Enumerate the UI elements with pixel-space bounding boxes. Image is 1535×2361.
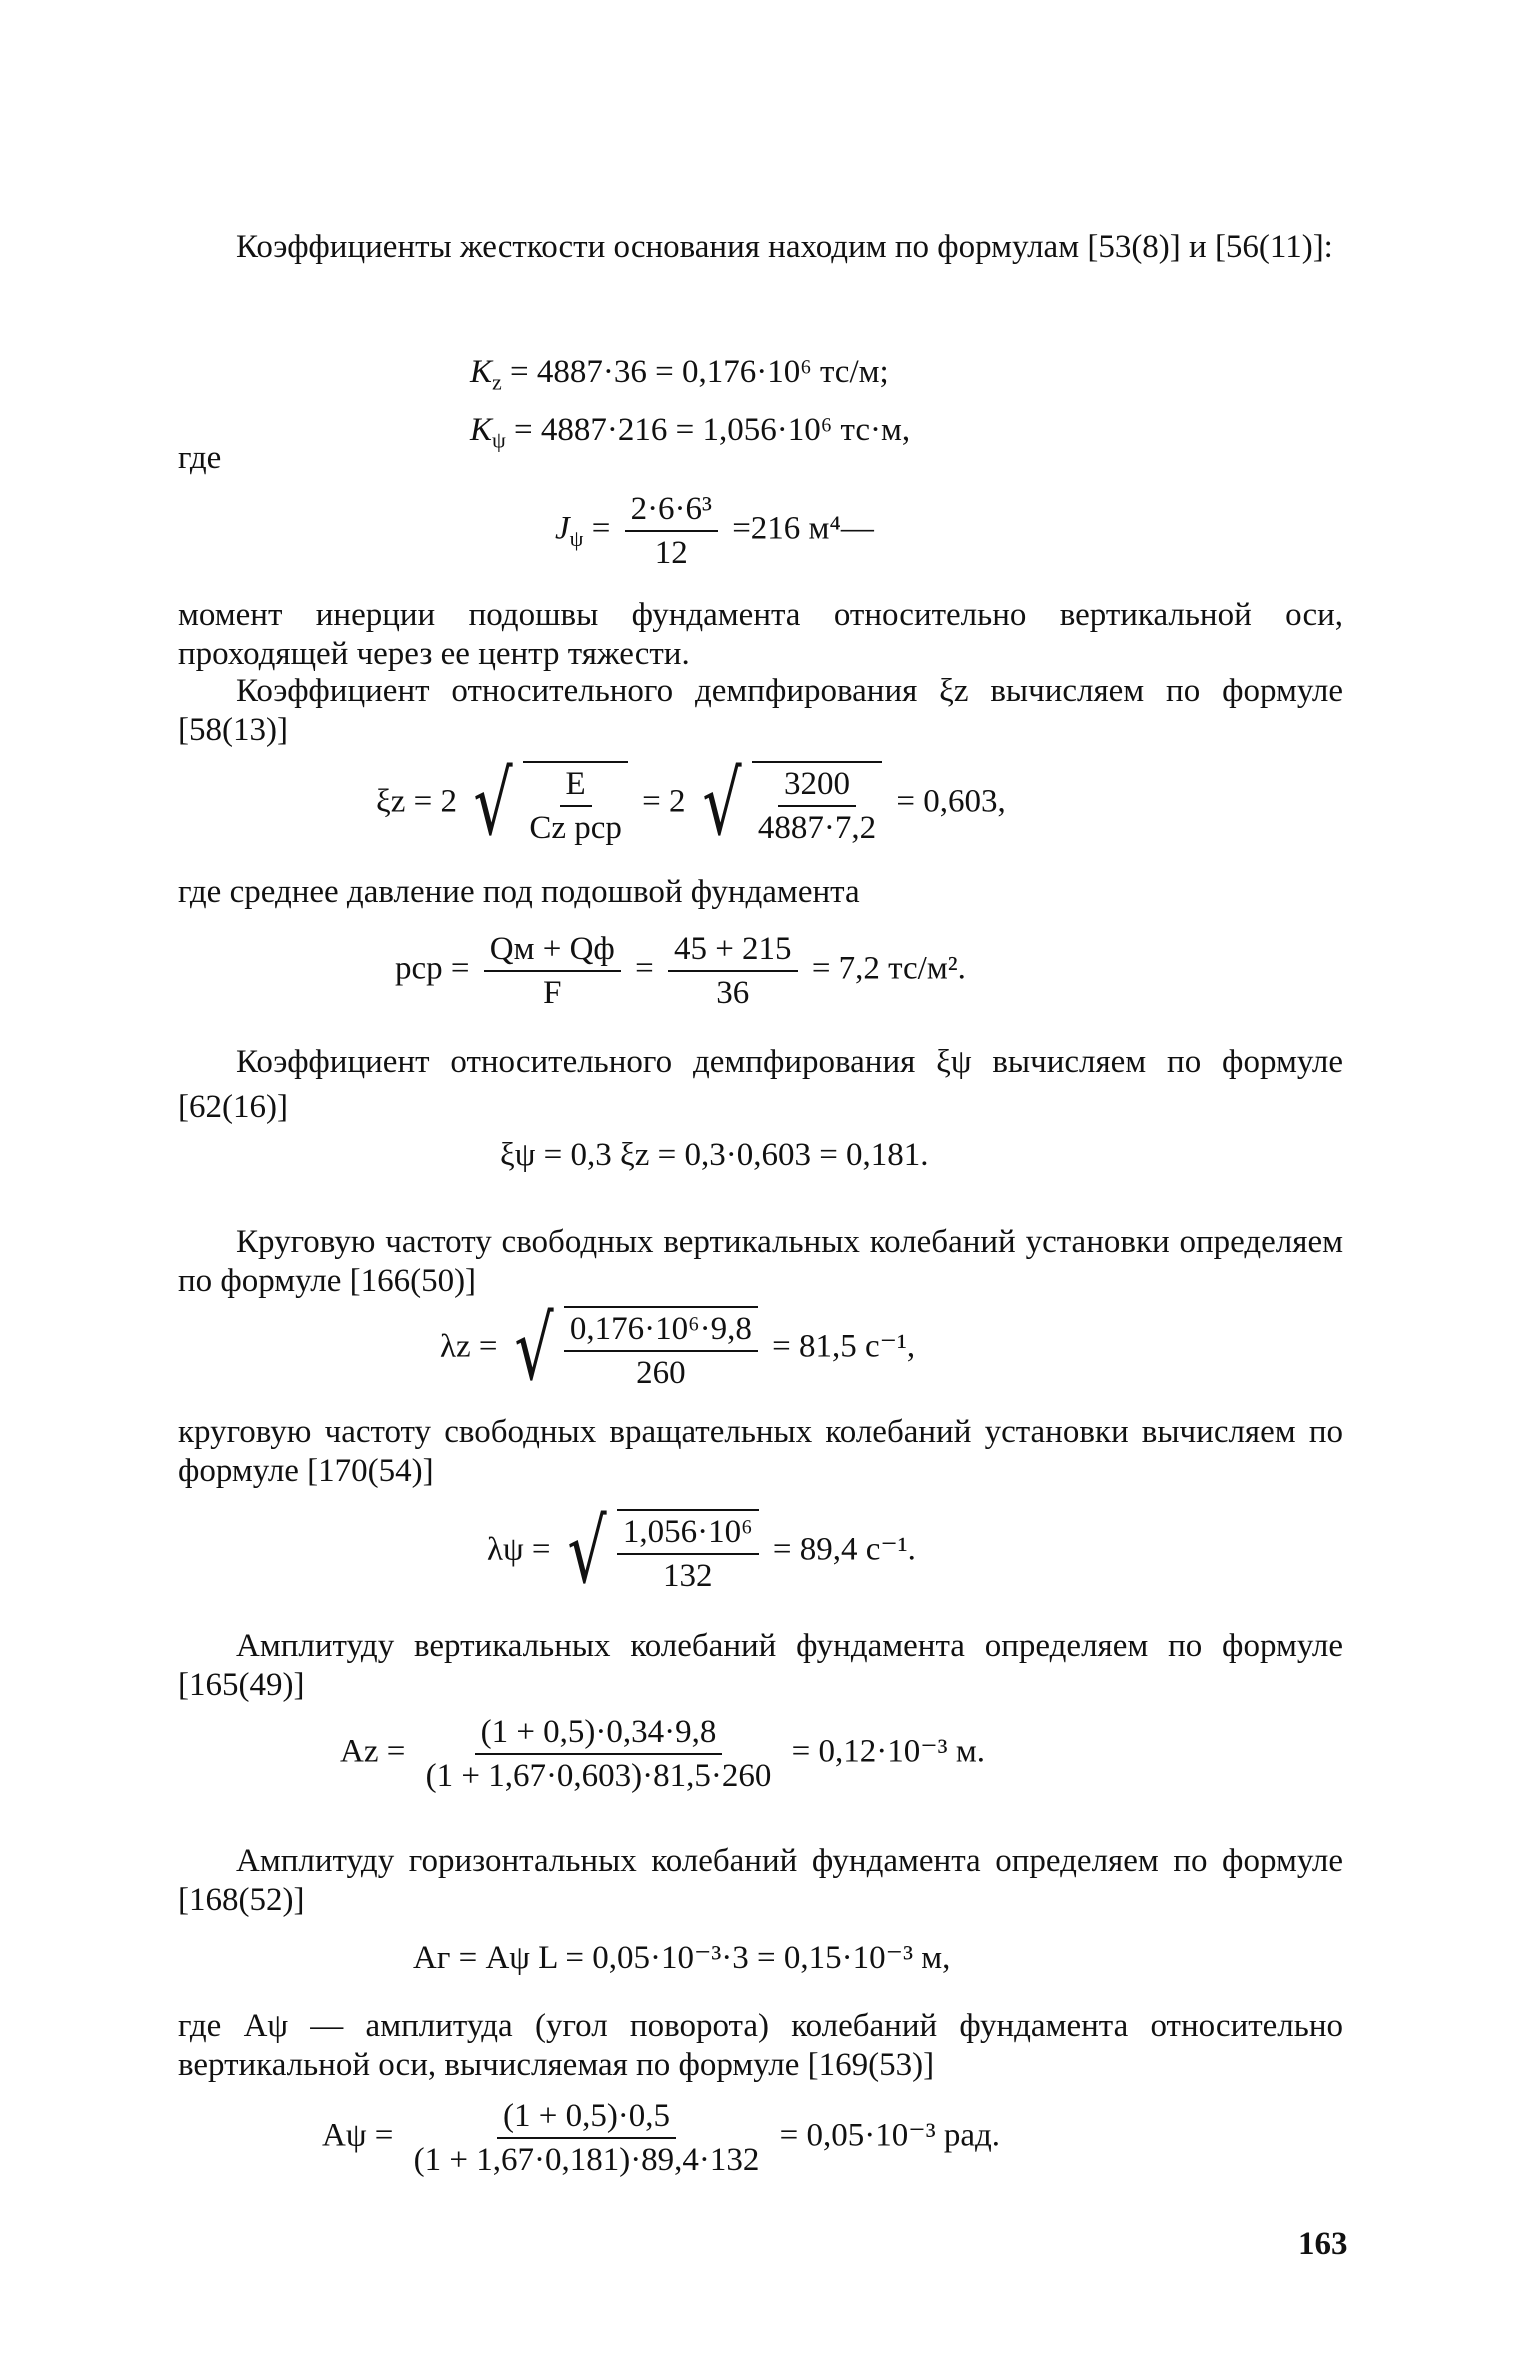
paragraph-horizontal-amplitude: Амплитуду горизонтальных колебаний фундамента определяем по формуле [168(52)] [178,1843,1343,1918]
formula-az-rhs: = 0,12·10⁻³ м. [791,1733,985,1770]
sqrt-icon: √ [567,1500,607,1603]
word-gde: где [178,440,222,476]
formula-az-num: (1 + 0,5)·0,34·9,8 [475,1713,723,1755]
formula-jpsi-numerator: 2·6·6³ [625,490,718,532]
paragraph-stiffness-intro: Коэффициенты жесткости основания находим по формулам [53(8)] и [56(11)]: [236,229,1333,265]
formula-xi-z-middle: = 2 [642,783,686,820]
formula-a-psi-lhs: Aψ = [322,2117,394,2154]
formula-p-avg-num-2: 45 + 215 [668,930,798,972]
formula-jpsi-fraction [625,490,718,572]
formula-kpsi-symbol: K [470,412,493,448]
formula-lambda-psi-den: 132 [662,1558,713,1594]
formula-p-avg-lhs: pср = [395,950,470,987]
paragraph-damping-z: Коэффициент относительного демпфирования ξz вычисляем по формуле [58(13)] [178,673,1343,748]
formula-kpsi [470,410,910,461]
sqrt-icon: √ [702,752,742,855]
formula-az [340,1713,985,1795]
formula-xi-z-radical-2 [694,752,888,855]
formula-kz-rhs: = 4887·36 = 0,176·10⁶ тс/м; [510,354,889,390]
formula-xi-z-den-2: 4887·7,2 [757,810,877,846]
formula-kpsi-subscript: ψ [492,427,506,453]
formula-az-den: (1 + 1,67·0,603)·81,5·260 [425,1758,772,1794]
formula-jpsi-denominator: 12 [654,535,688,571]
paragraph-moment-of-inertia: момент инерции подошвы фундамента относительно вертикальной оси, проходящей через ее центр тяжести. [178,597,1343,672]
formula-jpsi-subscript: ψ [569,526,584,552]
formula-lambda-psi-lhs: λψ = [487,1531,551,1568]
formula-lambda-z-lhs: λz = [440,1328,498,1365]
formula-p-avg: pср = $\frac{Qм + Qф}{F}$ = $\frac{45 + 215}{36}$ = 7,2 тс/м². [395,931,966,1011]
formula-xi-z-rhs: = 0,603, [896,783,1006,820]
formula-a-psi-num: (1 + 0,5)·0,5 [497,2097,676,2139]
formula-kz-subscript: z [492,369,502,395]
formula-xi-z-den-1: Cz pср [529,810,622,846]
formula-xi-z-radical-1 [465,752,634,855]
formula-jpsi-symbol: J [555,510,570,547]
formula-p-avg-num-1: Qм + Qф [484,930,621,972]
formula-kpsi-rhs: = 4887·216 = 1,056·10⁶ тс·м, [514,412,911,448]
paragraph-damping-psi: Коэффициент относительного демпфирования ξψ вычисляем по формуле [62(16)] [178,1044,1343,1125]
formula-lambda-z [440,1297,916,1400]
formula-xi-z-lhs: ξz = 2 [376,783,457,820]
formula-xi-psi: ξψ = 0,3 ξz = 0,3·0,603 = 0,181. [500,1137,929,1173]
formula-kz-symbol: K [470,354,493,390]
formula-a-psi [322,2097,1000,2179]
formula-ag: Aг = Aψ L = 0,05·10⁻³·3 = 0,15·10⁻³ м, [413,1940,951,1976]
page-number: 163 [1298,2226,1348,2262]
formula-a-psi-den: (1 + 1,67·0,181)·89,4·132 [413,2142,760,2178]
formula-xi-z-num-2: 3200 [778,765,856,807]
formula-lambda-z-rhs: = 81,5 с⁻¹, [772,1328,916,1365]
formula-xi-z [376,752,1006,855]
paragraph-a-psi-definition: где Aψ — амплитуда (угол поворота) колебаний фундамента относительно вертикальной оси, вычисляемая по формуле [169(53)] [178,2008,1343,2083]
sqrt-icon: √ [473,752,513,855]
formula-kz [470,352,889,403]
paragraph-vertical-frequency: Круговую частоту свободных вертикальных колебаний установки определяем по формуле [166(50)] [178,1224,1343,1299]
formula-lambda-psi-rhs: = 89,4 с⁻¹. [772,1531,916,1568]
formula-jpsi: $J_\psi$ = $\frac{\text{2·6·6³}}{12}$ =216 м⁴— [555,491,874,571]
formula-lambda-psi-num: 1,056·10⁶ [617,1513,759,1555]
formula-lambda-psi [487,1500,916,1603]
formula-lambda-z-den: 260 [636,1355,686,1391]
formula-a-psi-rhs: = 0,05·10⁻³ рад. [779,2117,1001,2154]
formula-az-lhs: Az = [340,1733,406,1770]
formula-p-avg-den-1: F [543,975,562,1011]
formula-xi-z-num-1: E [560,765,592,807]
paragraph-rotational-frequency: круговую частоту свободных вращательных колебаний установки вычисляем по формуле [170(54)] [178,1414,1343,1489]
formula-p-avg-rhs: = 7,2 тс/м². [811,950,966,987]
sqrt-icon: √ [514,1297,554,1400]
formula-lambda-z-num: 0,176·10⁶·9,8 [564,1310,758,1352]
paragraph-average-pressure: где среднее давление под подошвой фундамента [178,874,860,910]
paragraph-vertical-amplitude: Амплитуду вертикальных колебаний фундамента определяем по формуле [165(49)] [178,1628,1343,1703]
formula-p-avg-den-2: 36 [716,975,750,1011]
formula-jpsi-rhs: =216 м⁴— [732,510,874,547]
